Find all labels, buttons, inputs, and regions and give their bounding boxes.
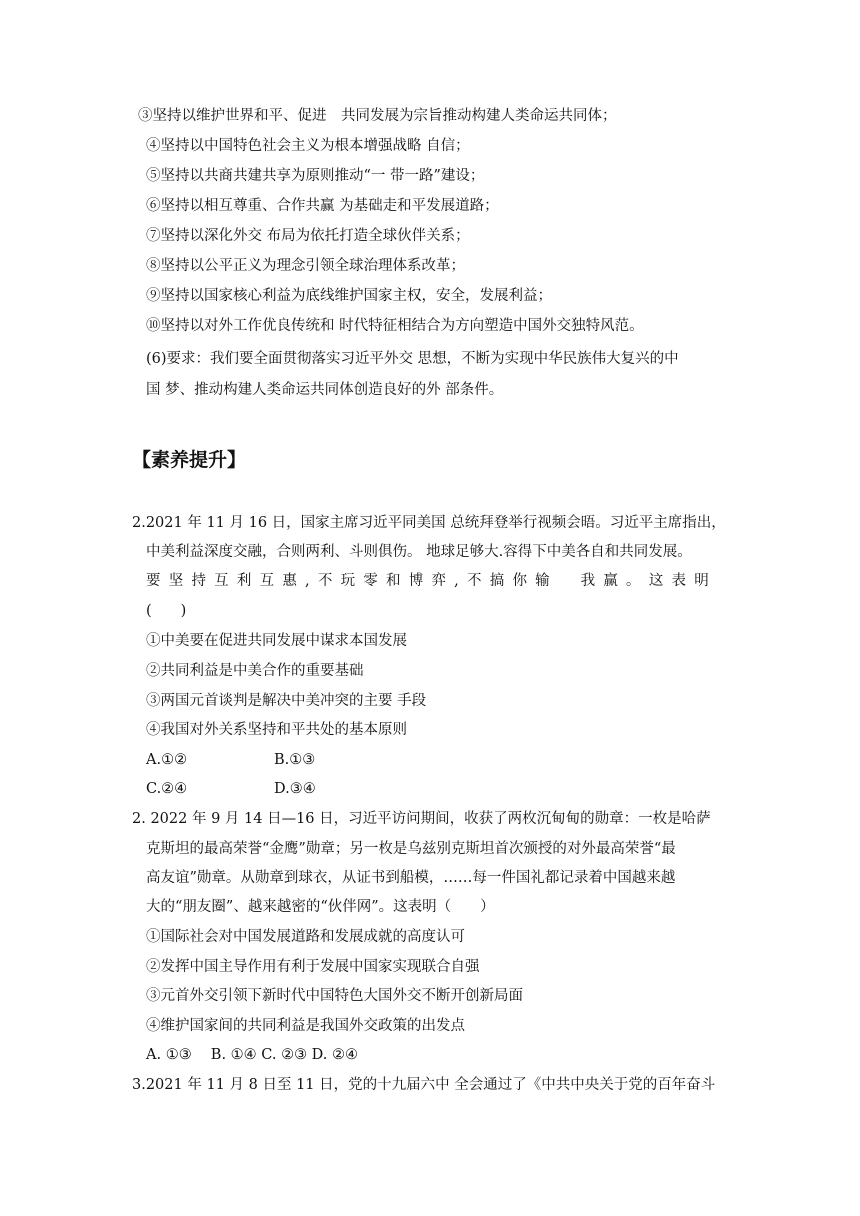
q1-line-3-char: 要 [146,573,161,589]
q1-choice-b: B.①③ [274,752,316,768]
q2-line-1: 2. 2022 年 9 月 14 日—16 日，习近平访问期间，收获了两枚沉甸甸的勋章：一枚是哈萨 [132,811,711,827]
q1-line-3-char: 不 [467,573,482,589]
q1-line-2: 中美利益深度交融，合则两利、斗则俱伤。 地球足够大.容得下中美各自和共同发展。 [146,544,692,560]
q1-line-3-char: 和 [386,573,401,589]
q1-option-4: ④我国对外关系坚持和平共处的基本原则 [146,722,407,738]
principle-3: ③坚持以维护世界和平、促进 共同发展为宗旨推动构建人类命运共同体； [138,108,617,124]
q1-line-3-char: 。 [626,573,641,589]
principle-8: ⑧坚持以公平正义为理念引领全球治理体系改革； [146,258,465,274]
principle-7: ⑦坚持以深化外交 布局为依托打造全球伙伴关系； [146,228,470,244]
q1-line-3-char: 你 [512,573,527,589]
q1-line-3-char: 表 [671,573,686,589]
q1-line-3-char: 不 [317,573,333,589]
q1-line-3-char: 惠 [282,573,297,589]
q1-line-1: 2.2021 年 11 月 16 日，国家主席习近平同美国 总统拜登举行视频会晤。习近平主席指出， [132,515,726,531]
q1-line-3-char: , [305,573,310,589]
principle-9: ⑨坚持以国家核心利益为底线维护国家主权，安全，发展利益； [146,288,552,304]
q1-line-3-char: 互 [214,573,229,589]
q1-line-3-char: 我 [580,573,596,589]
q1-line-3-char [558,571,573,591]
q1-line-3-char: 这 [648,573,664,589]
principle-10: ⑩坚持以对外工作优良传统和 时代特征相结合为方向塑造中国外交独特风范。 [146,318,644,334]
q1-line-3-char: 持 [191,573,206,589]
q1-line-3-char: 明 [694,573,709,589]
q1-line-3-char: 弈 [431,573,446,589]
q1-choice-c: C.②④ [146,781,188,797]
q1-option-1: ①中美要在促进共同发展中谋求本国发展 [146,633,407,649]
requirement-line-1: (6)要求：我们要全面贯彻落实习近平外交 思想，不断为实现中华民族伟大复兴的中 [146,351,679,367]
q2-line-4: 大的“朋友圈”、越来越密的“伙伴网”。这表明（ ） [146,899,495,915]
q1-choice-d: D.③④ [274,781,316,797]
q2-option-3: ③元首外交引领下新时代中国特色大国外交不断开创新局面 [146,988,523,1004]
q1-line-3-char: 赢 [603,573,618,589]
q1-answer-blank: ( ) [146,603,187,619]
q1-line-3-char: 互 [259,573,275,589]
q3-line-1: 3.2021 年 11 月 8 日至 11 日，党的十九届六中 全会通过了《中共中央关于党的百年奋斗 [132,1077,716,1093]
q2-line-2: 克斯坦的最高荣誉“金鹰”勋章；另一枚是乌兹别克斯坦首次颁授的对外最高荣誉“最 [146,841,676,857]
q1-line-3-char: 搞 [489,573,505,589]
requirement-line-2: 国 梦、推动构建人类命运共同体创造良好的外 部条件。 [146,382,504,398]
q2-line-3: 高友谊”勋章。从勋章到球衣，从证书到船模，……每一件国礼都记录着中国越来越 [146,870,676,886]
q1-line-3-char: , [454,573,459,589]
q1-line-3-char: 利 [236,573,252,589]
principle-6: ⑥坚持以相互尊重、合作共赢 为基础走和平发展道路； [146,198,499,214]
q1-option-3: ③两国元首谈判是解决中美冲突的主要 手段 [146,693,427,709]
q1-line-3-char: 玩 [340,573,356,589]
principle-5: ⑤坚持以共商共建共享为原则推动“一 带一路”建设； [146,168,485,184]
q2-option-4: ④维护国家间的共同利益是我国外交政策的出发点 [146,1018,465,1034]
q1-line-3 [146,571,709,591]
q2-choices: A. ①③ B. ①④ C. ②③ D. ②④ [146,1047,359,1063]
principle-4: ④坚持以中国特色社会主义为根本增强战略 自信； [146,138,470,154]
q2-option-2: ②发挥中国主导作用有利于发展中国家实现联合自强 [146,959,480,975]
q1-option-2: ②共同利益是中美合作的重要基础 [146,663,364,679]
q1-line-3-char: 零 [363,573,378,589]
q1-line-3-char: 博 [408,573,424,589]
q1-line-3-char: 坚 [168,573,184,589]
q1-line-3-char: 输 [535,573,550,589]
q2-option-1: ①国际社会对中国发展道路和发展成就的高度认可 [146,929,465,945]
section-heading: 【素养提升】 [132,449,247,471]
q1-choice-a: A.①② [146,752,188,768]
